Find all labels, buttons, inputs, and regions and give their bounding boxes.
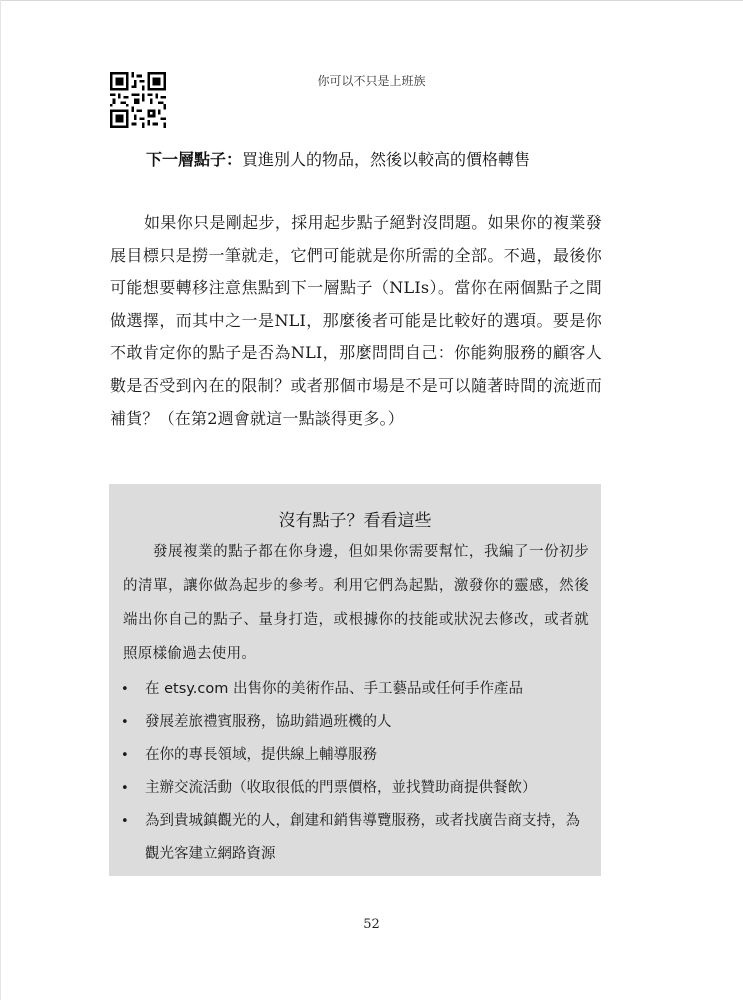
ideas-list — [121, 673, 591, 871]
list-item: • 為到貴城鎮觀光的人，創建和銷售導覽服務，或者找廣告商支持，為觀光客建立網路資源 — [121, 805, 591, 871]
body-paragraph: 如果你只是剛起步，採用起步點子絕對沒問題。如果你的複業發展目標只是撈一筆就走，它們可能就是你所需的全部。不過，最後你可能想要轉移注意焦點到下一層點子（NLIs）。當你在兩個點子之間做選擇，而其中之一是NLI，那麼後者可能是比較好的選項。要是你不敢肯定你的點子是否為NLI，那麼問問自己：你能夠服務的顧客人數是否受到內在的限制？或者那個市場是不是可以隨著時間的流逝而補貨？（在第2週會就這一點談得更多。） — [110, 213, 602, 428]
list-item: • 發展差旅禮賓服務，協助錯過班機的人 — [121, 706, 591, 739]
list-item: • 在你的專長領域，提供線上輔導服務 — [121, 739, 591, 772]
subheading-term: 下一層點子： — [146, 150, 243, 169]
subheading-definition: 買進別人的物品，然後以較高的價格轉售 — [242, 150, 531, 169]
section-subheading — [146, 147, 616, 170]
list-item: • 主辦交流活動（收取很低的門票價格，並找贊助商提供餐飲） — [121, 772, 591, 805]
page-edge-top — [0, 0, 743, 1]
running-header: 你可以不只是上班族 — [317, 74, 426, 88]
ideas-sidebar — [109, 484, 601, 876]
sidebar-title: 沒有點子？看看這些 — [278, 511, 432, 531]
list-item: • 在 etsy.com 出售你的美術作品、手工藝品或任何手作產品 — [121, 673, 591, 706]
page-edge-left — [0, 0, 1, 1000]
sidebar-intro: 發展複業的點子都在你身邊，但如果你需要幫忙，我編了一份初步的清單，讓你做為起步的參考。利用它們為起點，激發你的靈感，然後端出你自己的點子、量身打造，或根據你的技能或狀況去修改，或者就照原樣偷過去使用。 — [123, 544, 589, 662]
page-number: 52 — [363, 917, 380, 932]
